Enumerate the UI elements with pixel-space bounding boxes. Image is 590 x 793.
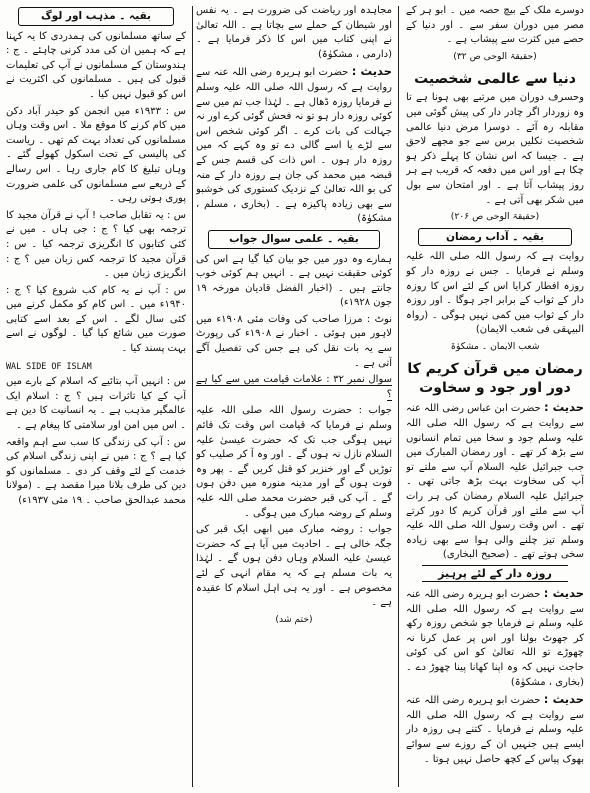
text-block: س : ۱۹۳۳ء میں انجمن کو حیدر آباد دکن میں کام کرنے کا موقع ملا ۔ اس وقت وہاں مسلمانوں کی تعداد بہت کم تھی ۔ ریاست کی پالیسی کے تحت اسکول کھولے گئے ۔ وہاں تبلیغ کا کام جاری رہا ۔ اس رسالے کے ذریعے سے مسلمانوں کی علمی ضرورت پوری ہوتی رہی ۔: [6, 105, 186, 205]
text-block: مجاہدہ اور ریاضت کی ضرورت ہے ۔ یہ نفس اور شیطان کے حملے سے بچاتا ہے ۔ اللہ تعالیٰ نے اپنی کتاب میں اس کا ذکر فرمایا ہے ۔ (دارمی ، مشکوٰۃ): [196, 5, 392, 60]
closing-mark: (ختم شد): [275, 613, 313, 625]
hadith-label: حدیث :: [543, 586, 584, 600]
text-block: س : آپ نے یہ کام کب شروع کیا ؟ ج : ۱۹۴۰ء میں ۔ اس کام کو مکمل کرنے میں کئی سال لگے ۔ اس کے بعد اسے کتابی صورت میں شائع کیا گیا ۔ لوگوں نے اسے بہت پسند کیا ۔: [6, 284, 186, 355]
text-block: جواب : روضہ مبارک میں ابھی ایک قبر کی جگہ خالی ہے ۔ احادیث میں آیا ہے کہ حضرت عیسیٰ علیہ السلام وہاں دفن ہوں گے ۔ لہٰذا یہ بات مسلم ہے کہ یہ مقام انہی کے لئے مخصوص ہے ۔ اور یہ ہی اہل اسلام کا عقیدہ ہے ۔: [196, 524, 392, 609]
right-column: [406, 4, 584, 789]
middle-column: [196, 4, 392, 789]
text-block: نوٹ : مرزا صاحب کی وفات مئی ۱۹۰۸ء میں لاہور میں ہوئی ۔ اخبار نے ۱۹۰۸ء کی رپورٹ سے یہ بات نقل کی ہے جس کی تفصیل آگے آتی ہے ۔: [196, 313, 392, 369]
hadith-text: حضرت ابو ہریرہ رضی اللہ عنہ سے روایت ہے کہ رسول اللہ صلی اللہ علیہ وسلم نے فرمایا روزہ ڈھال ہے ۔ لہٰذا جب تم میں سے کوئی روزہ دار ہو تو نہ فحش گوئی کرے اور نہ جہالت کی بات کرے ۔ اگر کوئی شخص اس سے لڑے یا اسے گالی دے تو وہ کہے کہ میں روزہ دار ہوں ۔ اس ذات کی قسم جس کے قبضہ میں محمد کی جان ہے روزہ دار کے منہ کی بو اللہ تعالیٰ کے نزدیک کستوری کی خوشبو سے بھی زیادہ پاکیزہ ہے ۔ (بخاری ، مسلم ، مشکوٰۃ): [196, 67, 392, 225]
text-block: جواب : حضرت رسول اللہ صلی اللہ علیہ وسلم نے فرمایا کہ قیامت اس وقت تک قائم نہیں ہوگی جب تک کہ حضرت عیسیٰ علیہ السلام نازل نہ ہوں گے ۔ اور وہ آ کر صلیب کو توڑیں گے اور خنزیر کو قتل کریں گے ۔ پھر وہ فوت ہوں گے اور مدینہ منورہ میں دفن ہوں گے ۔ آپ کی قبر حضرت محمد صلی اللہ علیہ وسلم کے روضہ مبارک میں ہوگی ۔: [196, 405, 392, 519]
question-text: سوال نمبر ۳۲ : علامات قیامت میں سے کیا ہے ؟: [196, 374, 392, 400]
text-block: س : یہ تقابل صاحب ! آپ نے قرآن مجید کا ترجمہ بھی کیا ؟ ج : جی ہاں ۔ میں نے کئی کتابوں کا انگریزی ترجمہ کیا ۔ س : قرآن مجید کا ترجمہ کس زبان میں ؟ ج : انگریزی زبان میں ۔: [6, 209, 186, 280]
text-block: ہمارے وہ دور میں جو بیان کیا گیا ہے اس کی کوئی حقیقت نہیں ہے ۔ انہیں ہم کوئی خوب جانتے ہیں ۔ (اخبار الفضل قادیان مورخہ ۱۹ جون ۱۹۲۸ء): [196, 253, 392, 309]
section-heading: رمضان میں قرآن کریم کا دور اور جود و سخاوت: [407, 361, 583, 397]
citation: (حقیقۃ الوحی ص ۳۲): [453, 50, 537, 62]
citation: (حقیقۃ الوحی ص ۲۰۶): [450, 211, 540, 223]
hadith-text: حضرت ابن عباس رضی اللہ عنہ سے روایت ہے کہ رسول اللہ صلی اللہ علیہ وسلم جود و سخا میں تمام انسانوں سے بڑھ کر تھے ۔ اور رمضان المبارک میں جب جبرائیل علیہ السلام آپ سے ملتے تو آپ کی سخاوت بہت بڑھ جاتی تھی ۔ جبرائیل علیہ السلام رمضان کی ہر رات آپ سے ملتے اور قرآن کریم کا دور کرتے تھے ۔ اس وقت رسول اللہ صلی اللہ علیہ وسلم تیز چلنے والی ہوا سے بھی زیادہ سخی ہوتے تھے ۔ (صحیح البخاری): [406, 403, 584, 561]
left-column: [6, 4, 186, 789]
text-block: دوسرے ملک کے بیچ حصہ میں ۔ ابو ہر کے مصر میں دوران سفر سے ۔ اور دنیا کے حصے میں کثرت سے پیشاب ہے ۔: [406, 5, 584, 46]
text-block: روایت ہے کہ رسول اللہ صلی اللہ علیہ وسلم نے فرمایا ۔ جس نے روزہ دار کو روزہ افطار کرایا اس کے لئے اس کا روزہ دار کے ثواب کے برابر اجر ہوگا ۔ اور روزہ دار کے ثواب میں کمی نہیں ہوگی ۔ (رواہ البیہقی فی شعب الایمان): [406, 251, 584, 336]
section-heading: روزہ دار کے لئے پرہیز: [422, 565, 568, 582]
column-rule: [398, 6, 399, 787]
hadith-label: حدیث :: [543, 692, 584, 707]
continuation-banner: بقیہ ۔ آداب رمضان: [418, 228, 572, 247]
hadith-label: حدیث :: [543, 400, 584, 415]
text-block: کے ساتھ مسلمانوں کی ہمدردی کا یہ کہنا ہے کہ ہمیں ان کی مدد کرنی چاہئے ۔ ج : ہندوستان کے مسلمانوں نے آپ کی تعلیمات قبول کی ہیں ۔ مسلمانوں کی اکثریت نے اس کو قبول نہیں کیا ۔: [6, 30, 186, 100]
text-block: [196, 64, 392, 227]
text-block: [406, 586, 584, 690]
text-block: س : انہیں آپ بتائیے کہ اسلام کے بارے میں آپ کے کیا تاثرات ہیں ؟ ج : اسلام ایک عالمگیر مذہب ہے ۔ یہ انسانیت کا دین ہے ۔ اس میں امن اور سلامتی کا پیغام ہے ۔: [6, 376, 186, 432]
text-block: وحسرف دوران میں مرتبے بھی ہونا ہے تا وہ زوردار اگر چادر دار کی پیش گوئی میں مقابلہ رہ آئے ۔ دوسرا مرض دنیا عالمی شخصیت نکلیں برس سے جو مجھے لاحق ہے ۔ جیسا کہ اس نشان کا پہلے ذکر ہو چکا ہے اور اس میں دفعہ کہ قریب ہے ہر روز پیشاب آتا ہے ۔ اور امتحان سے بول میں شکر بھی آتی ہے ۔: [406, 92, 584, 206]
hadith-text: حضرت ابو ہریرہ رضی اللہ عنہ سے روایت ہے کہ رسول اللہ صلی اللہ علیہ وسلم نے فرمایا جو شخص روزہ رکھ کر جھوٹ بولنا اور اس پر عمل کرنا نہ چھوڑے تو اللہ تعالیٰ کو اس کی کوئی حاجت نہیں کہ وہ اپنا کھانا پینا چھوڑ دے ۔ (بخاری ، مشکوٰۃ): [406, 589, 584, 688]
text-block: س : آپ کی زندگی کا سب سے اہم واقعہ کیا ہے ؟ ج : میں نے اپنی زندگی اسلام کی خدمت کے لئے وقف کر دی ۔ مسلمانوں کو دین کی طرف بلانا میرا مقصد ہے ۔ (مولانا محمد عبدالحق صاحب ۔ ۱۹ مئی ۱۹۳۷ء): [6, 436, 186, 506]
section-heading: دنیا سے عالمی شخصیت: [414, 71, 576, 88]
latin-title: WAL SIDE OF ISLAM: [6, 360, 92, 371]
text-block: [406, 692, 584, 767]
citation: شعب الایمان ۔ مشکوٰۃ: [450, 340, 540, 352]
column-rule: [192, 6, 193, 787]
continuation-banner: بقیہ ۔ علمی سوال جواب: [208, 230, 380, 249]
continuation-banner: بقیہ ۔ مذہب اور لوگ: [18, 7, 174, 26]
text-block: [406, 400, 584, 563]
hadith-label: حدیث :: [351, 64, 392, 79]
hadith-text: حضرت ابو ہریرہ رضی اللہ عنہ سے روایت ہے کہ رسول اللہ صلی اللہ علیہ وسلم نے فرمایا ۔ کتنے ہی روزہ دار ایسے ہیں جنہیں ان کے روزے سے سوائے بھوک پیاس کے کچھ حاصل نہیں ہوتا ۔: [406, 695, 584, 765]
question-line: [196, 373, 392, 402]
